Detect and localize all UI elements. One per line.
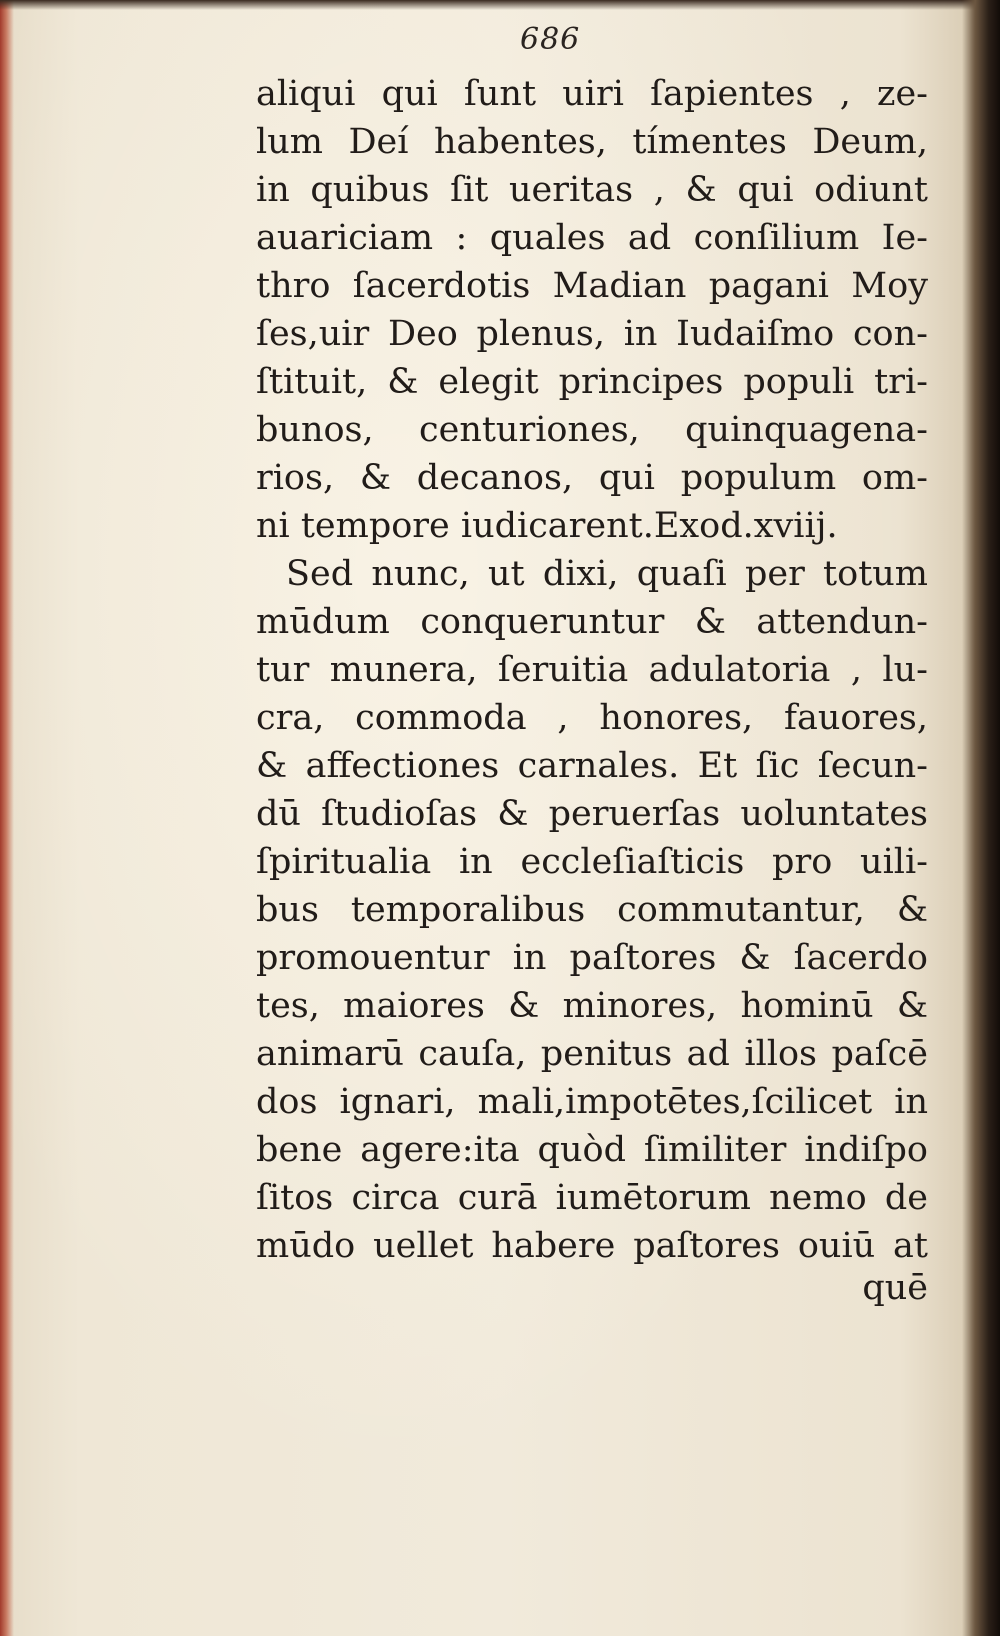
text-line: ſes,uir Deo plenus, in Iudaiſmo con- [256,314,928,354]
text-line: dū ſtudioſas & peruerſas uoluntates [256,794,928,834]
page-number: 686 [520,22,581,57]
text-block [256,70,928,1270]
text-line: aliqui qui ſunt uiri ſapientes , ze- [256,74,928,114]
text-line: tur munera, ſeruitia adulatoria , lu- [256,650,928,690]
text-line: thro ſacerdotis Madian pagani Moy [256,266,928,306]
page-top-edge [0,0,1000,10]
binding-edge-left [0,0,14,1636]
text-line: & affectiones carnales. Et ſic ſecun- [256,746,928,786]
text-line: ſtituit, & elegit principes populi tri- [256,362,928,402]
text-line: ſpiritualia in eccleſiaſticis pro uili- [256,842,928,882]
text-line: promouentur in paſtores & ſacerdo [256,938,928,978]
text-line: mūdum conqueruntur & attendun- [256,602,928,642]
text-line: rios, & decanos, qui populum om- [256,458,928,498]
text-line: lum Deí habentes, tímentes Deum, [256,122,928,162]
text-line: in quibus ſit ueritas , & qui odiunt [256,170,928,210]
text-line: bus temporalibus commutantur, & [256,890,928,930]
text-line: bunos, centuriones, quinquagena- [256,410,928,450]
text-line: Sed nunc, ut dixi, quaſi per totum [286,554,928,594]
text-line: mūdo uellet habere paſtores ouiū at [256,1226,928,1266]
text-line: bene agere:ita quòd ſimiliter indiſpo [256,1130,928,1170]
catchword: quē [862,1268,928,1308]
text-line: ni tempore iudicarent.Exod.xviij. [256,506,838,546]
text-line: ſitos circa curā iumētorum nemo de [256,1178,928,1218]
gutter-edge-right [962,0,1000,1636]
text-line: cra, commoda , honores, fauores, [256,698,928,738]
text-line: auariciam : quales ad conſilium Ie- [256,218,928,258]
text-line: tes, maiores & minores, hominū & [256,986,928,1026]
text-line: animarū cauſa, penitus ad illos paſcē [256,1034,928,1074]
text-line: dos ignari, mali,impotētes,ſcilicet in [256,1082,928,1122]
